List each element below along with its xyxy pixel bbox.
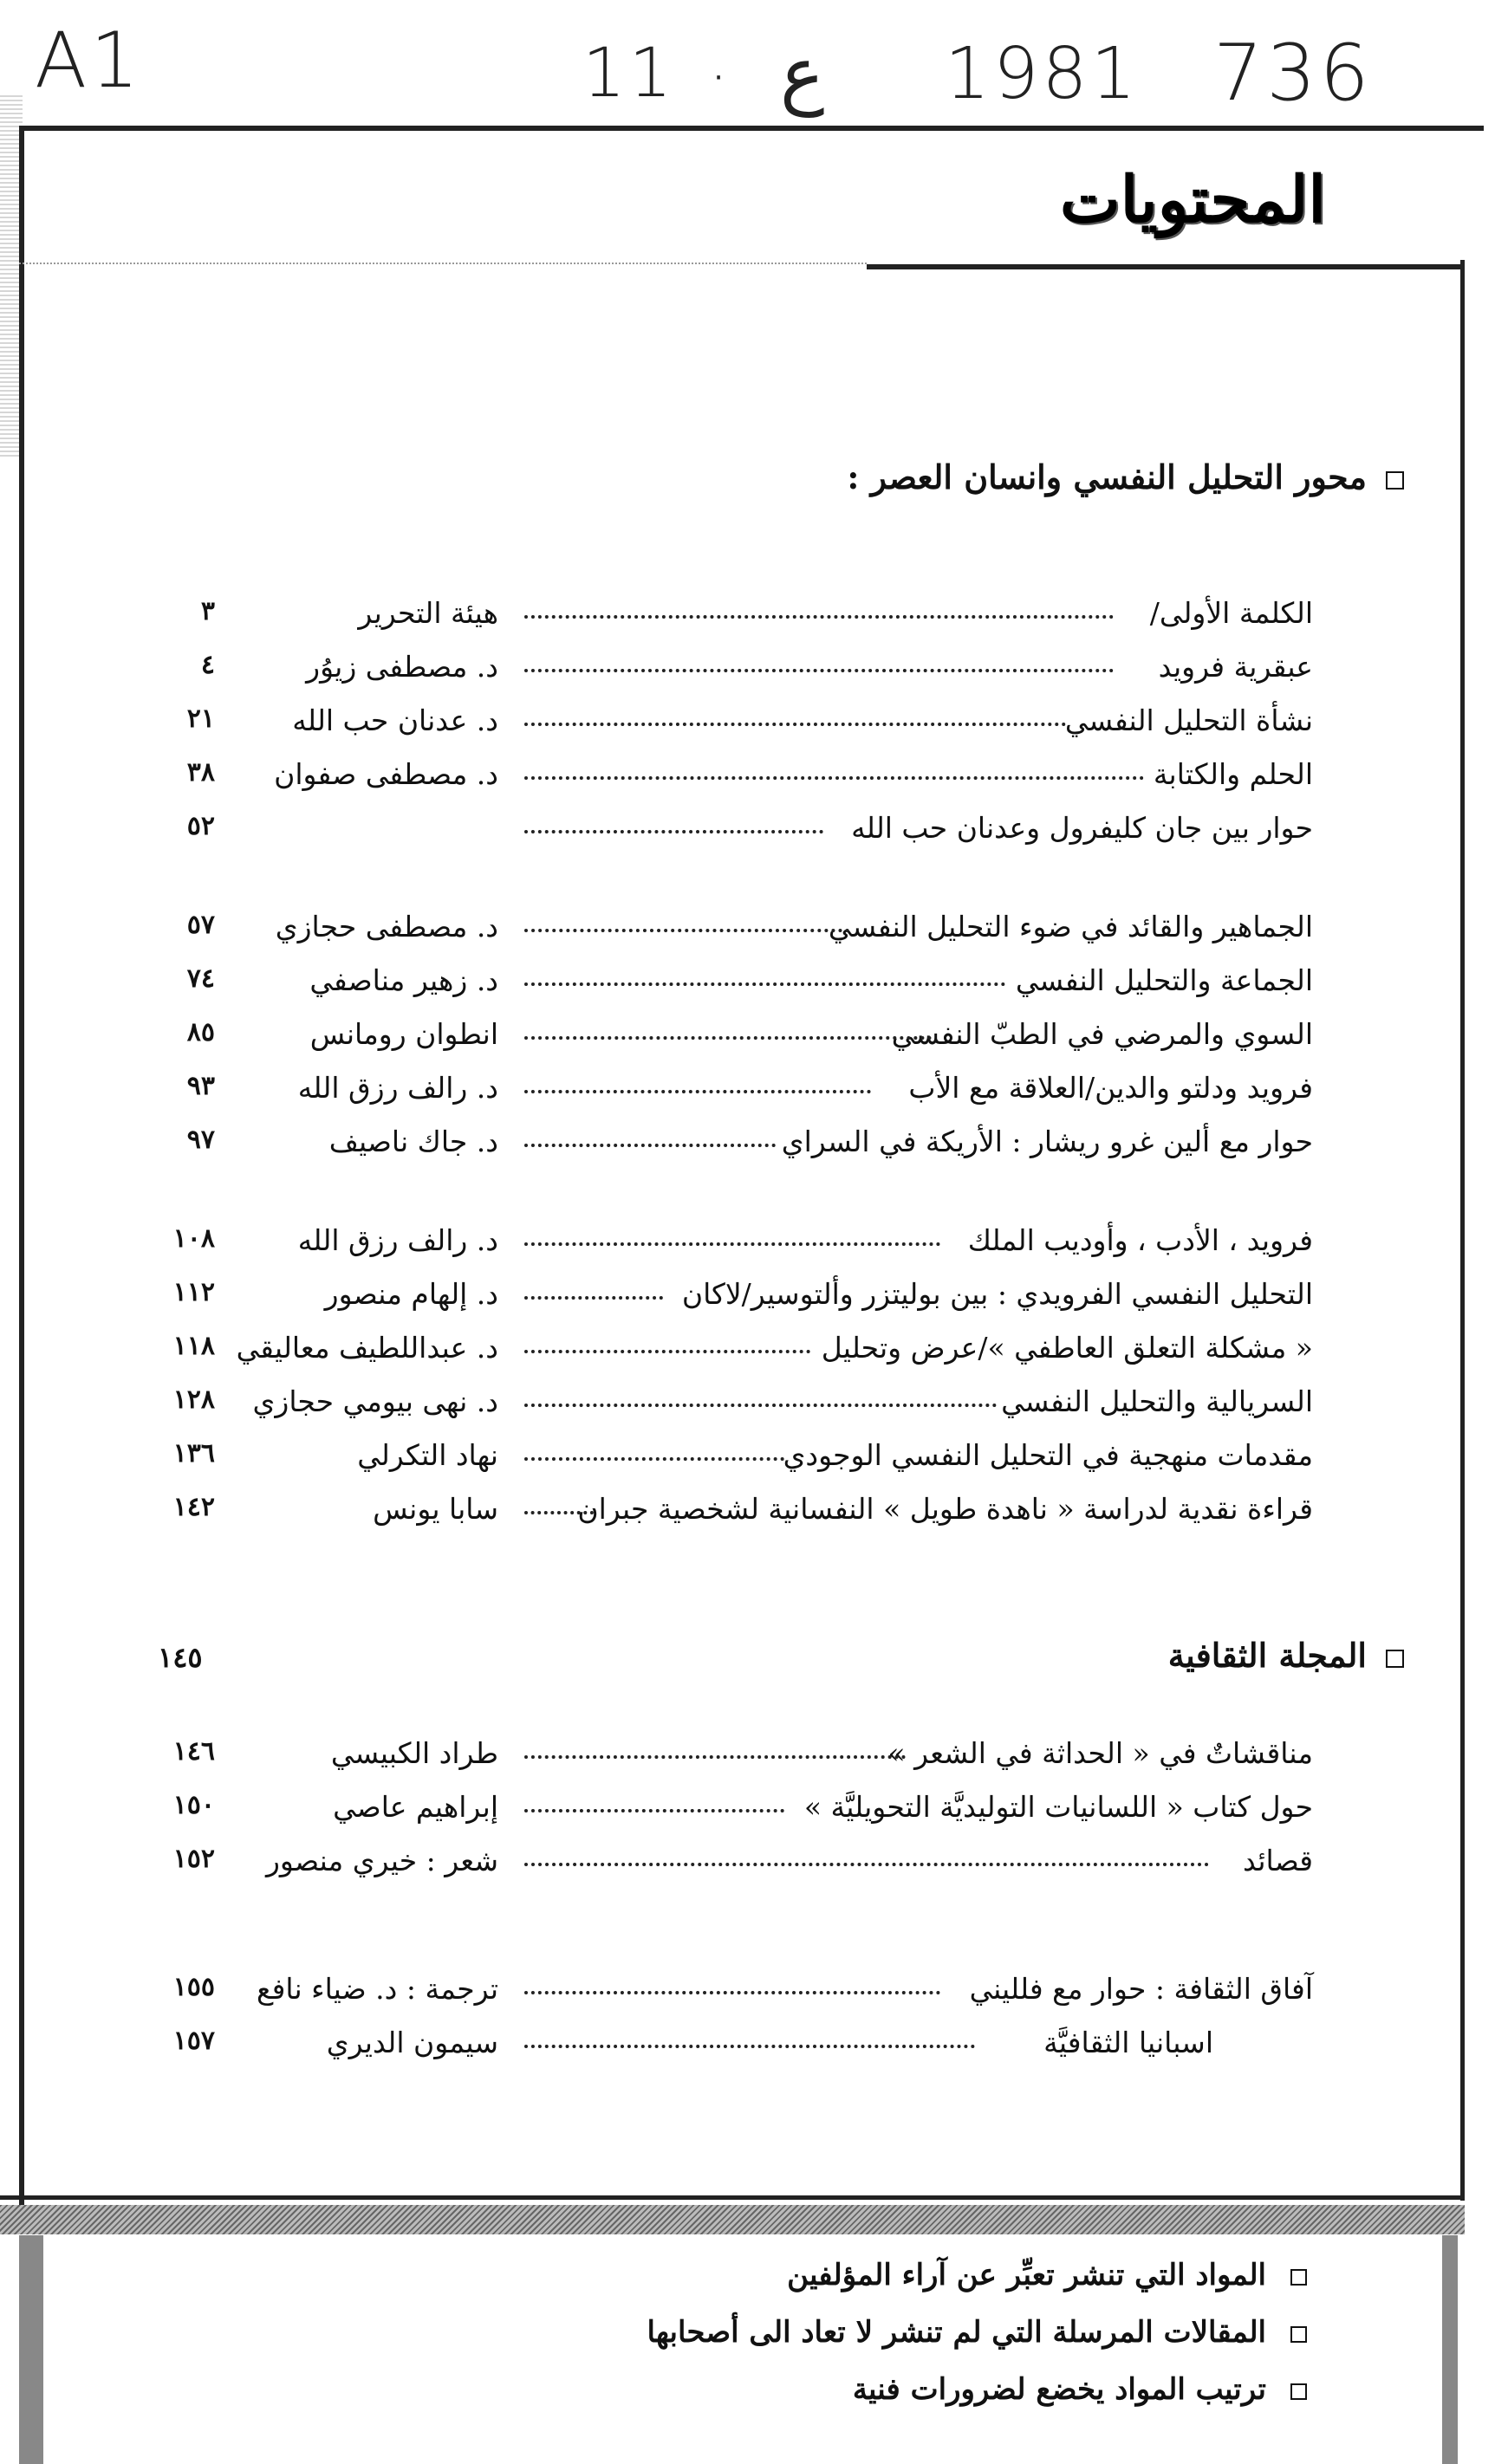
toc-title: التحليل النفسي الفرويدي : بين بوليتزر وألتوسير/لاكان [681,1277,1313,1311]
toc-leader-dots [524,1296,663,1300]
handwritten-day: 11 [582,35,676,113]
toc-leader-dots [524,1863,1209,1866]
toc-row [0,1844,1508,1887]
toc-leader-dots [524,1144,776,1147]
toc-title: مناقشاتٌ في « الحداثة في الشعر » [887,1736,1313,1770]
toc-row [0,596,1508,639]
toc-row [0,704,1508,747]
toc-title: فرويد ، الأدب ، وأوديب الملك [967,1223,1313,1257]
note-text: ترتيب المواد يخضع لضرورات فنية [852,2372,1266,2407]
toc-page: ٩٧ [186,1125,215,1155]
toc-page: ١٠٨ [172,1223,215,1254]
handwritten-separator: · [709,42,732,113]
page-title: المحتويات [1059,163,1326,237]
toc-author: د. مصطفى زيوُر [306,650,498,684]
note-item [853,2372,1307,2407]
toc-row [0,1438,1508,1482]
toc-page: ٣٨ [186,757,215,788]
title-underline-rule [867,264,1465,269]
toc-leader-dots [524,669,1114,672]
toc-page: ٢١ [186,704,215,734]
frame-bottom-rule [0,2195,1465,2200]
toc-author: د. مصطفى صفوان [274,757,498,791]
toc-author: هيئة التحرير [358,596,498,630]
note-item [647,2315,1307,2350]
toc-leader-dots [524,1755,906,1759]
toc-page: ١١٨ [172,1331,215,1361]
toc-page: ١٥٢ [172,1844,215,1874]
square-bullet-icon [1290,2269,1307,2286]
toc-title: الجماعة والتحليل النفسي [1015,963,1313,997]
notes-hatched-band [0,2205,1465,2234]
frame-top-rule [19,126,1484,131]
note-text: المواد التي تنشر تعبِّر عن آراء المؤلفين [787,2258,1266,2292]
toc-page: ٤ [200,650,215,680]
toc-author: انطوان رومانس [309,1017,498,1051]
toc-page: ٣ [200,596,215,626]
toc-row [0,757,1508,801]
toc-row [0,811,1508,854]
toc-row [0,1277,1508,1320]
toc-title: قصائد [1243,1844,1313,1877]
toc-title: عبقرية فرويد [1158,650,1313,684]
toc-author: د. عبداللطيف معاليقي [236,1331,498,1365]
toc-title: الكلمة الأولى/ [1149,596,1313,630]
toc-page: ٩٣ [186,1071,215,1101]
toc-author: إبراهيم عاصي [333,1790,498,1824]
toc-author: د. جاك ناصيف [328,1125,498,1158]
toc-row [0,650,1508,693]
toc-page: ٥٢ [186,811,215,841]
toc-row [0,1492,1508,1535]
toc-leader-dots [524,723,1066,726]
toc-title: حوار بين جان كليفرول وعدنان حب الله [851,811,1313,845]
toc-page: ١٤٢ [172,1492,215,1522]
toc-title: مقدمات منهجية في التحليل النفسي الوجودي [783,1438,1313,1472]
toc-author: نهاد التكرلي [357,1438,498,1472]
toc-author: د. رالف رزق الله [297,1223,498,1257]
toc-page: ١٥٥ [172,1972,215,2002]
toc-title: حوار مع ألين غرو ريشار : الأريكة في السراي [781,1125,1313,1158]
toc-title: آفاق الثقافة : حوار مع فلليني [969,1972,1313,2006]
toc-leader-dots [524,1511,594,1514]
toc-title: الجماهير والقائد في ضوء التحليل النفسي [828,910,1313,943]
toc-page: ١١٢ [172,1277,215,1307]
toc-leader-dots [524,1350,810,1353]
toc-leader-dots [524,1991,940,1994]
section-page: ١٤٥ [158,1641,203,1674]
square-bullet-icon [1386,471,1404,490]
section-heading-text: محور التحليل النفسي وانسان العصر : [847,457,1367,496]
toc-leader-dots [524,1809,784,1812]
toc-author: سيمون الديري [326,2026,498,2059]
toc-author: سابا يونس [373,1492,498,1526]
toc-leader-dots [524,1242,940,1246]
toc-title: السريالية والتحليل النفسي [1001,1384,1313,1418]
handwritten-month: ع [780,31,825,118]
toc-leader-dots [524,2045,975,2048]
handwritten-year: 1981 [945,33,1140,115]
toc-page: ١٥٠ [172,1790,215,1820]
toc-leader-dots [524,1457,784,1461]
square-bullet-icon [1386,1650,1404,1668]
toc-title: فرويد ودلتو والدين/العلاقة مع الأب [908,1071,1313,1105]
square-bullet-icon [1290,2326,1307,2343]
toc-author: د. نهى بيومي حجازي [252,1384,498,1418]
toc-row [0,1790,1508,1833]
toc-author: د. مصطفى حجازي [275,910,498,943]
toc-title: حول كتاب « اللسانيات التوليديَّة التحويليَّة » [803,1790,1313,1824]
handwritten-number: 736 [1213,28,1373,119]
section-heading [1168,1636,1404,1675]
toc-leader-dots [524,1090,871,1093]
toc-row [0,963,1508,1007]
toc-row [0,1223,1508,1267]
toc-page: ١٥٧ [172,2026,215,2056]
toc-author: شعر : خيري منصور [266,1844,498,1877]
toc-row [0,910,1508,953]
note-text: المقالات المرسلة التي لم تنشر لا تعاد الى أصحابها [647,2315,1266,2350]
title-dotted-rule [19,263,867,264]
toc-page: ٥٧ [186,910,215,940]
toc-leader-dots [524,929,849,932]
toc-author: طراد الكبيسي [330,1736,498,1770]
handwritten-code: A1 [35,16,143,105]
toc-author: د. زهير مناصفي [309,963,498,997]
toc-page: ١٣٦ [172,1438,215,1469]
toc-row [0,1736,1508,1780]
section-heading [847,457,1404,496]
toc-leader-dots [524,1404,997,1407]
note-item [787,2258,1307,2292]
toc-leader-dots [524,615,1114,619]
toc-row [0,1972,1508,2015]
toc-leader-dots [524,1036,932,1040]
toc-page: ١٤٦ [172,1736,215,1767]
toc-title: « مشكلة التعلق العاطفي »/عرض وتحليل [821,1331,1313,1365]
toc-title: نشأة التحليل النفسي [1064,704,1313,737]
toc-title: السوي والمرضي في الطبّ النفسي [891,1017,1313,1051]
section-heading-text: المجلة الثقافية [1167,1636,1367,1675]
toc-row [0,1384,1508,1428]
toc-author: د. عدنان حب الله [292,704,498,737]
toc-page: ٨٥ [186,1017,215,1047]
toc-page: ١٢٨ [172,1384,215,1415]
toc-row [0,1017,1508,1060]
toc-leader-dots [524,982,1005,986]
toc-author: د. إلهام منصور [324,1277,498,1311]
toc-title: الحلم والكتابة [1153,757,1313,791]
toc-row [0,1125,1508,1168]
toc-title: اسبانيا الثقافيَّة [1043,2026,1213,2059]
square-bullet-icon [1290,2383,1307,2400]
toc-row [0,2026,1508,2069]
toc-leader-dots [524,830,823,833]
toc-author: ترجمة : د. ضياء نافع [257,1972,498,2006]
toc-row [0,1071,1508,1114]
toc-row [0,1331,1508,1374]
toc-page: ٧٤ [186,963,215,994]
toc-leader-dots [524,776,1144,780]
toc-title: قراءة نقدية لدراسة « ناهدة طويل » النفسانية لشخصية جبران [577,1492,1313,1526]
toc-author: د. رالف رزق الله [297,1071,498,1105]
